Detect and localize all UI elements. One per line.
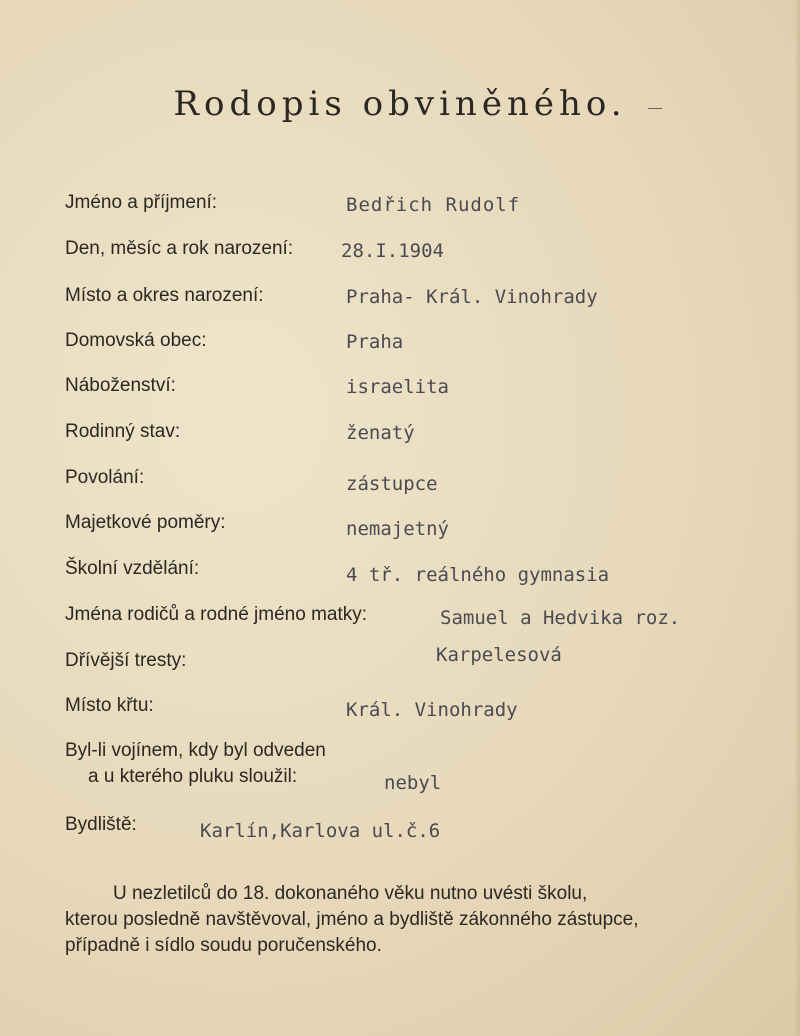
value-residence: Karlín,Karlova ul.č.6 xyxy=(200,820,441,842)
title-dash-mark xyxy=(648,108,662,109)
label-occupation: Povolání: xyxy=(65,467,145,488)
value-property: nemajetný xyxy=(346,518,449,540)
label-marital-status: Rodinný stav: xyxy=(65,421,181,442)
note-line-3: případně i sídlo soudu poručenského. xyxy=(65,935,382,956)
note-line-1: U nezletilců do 18. dokonaného věku nutno uvésti školu, xyxy=(113,883,588,904)
minors-note xyxy=(65,881,725,959)
value-military: nebyl xyxy=(384,772,442,794)
value-birth-date: 28.I.1904 xyxy=(341,240,444,262)
label-military-1: Byl-li vojínem, kdy byl odveden xyxy=(65,740,326,761)
label-property: Majetkové poměry: xyxy=(65,512,226,533)
label-birth-date: Den, měsíc a rok narození: xyxy=(65,238,294,259)
label-prior-convictions: Dřívější tresty: xyxy=(65,650,187,671)
label-religion: Náboženství: xyxy=(65,375,176,396)
label-home-municipality: Domovská obec: xyxy=(65,330,207,351)
label-parents: Jména rodičů a rodné jméno matky: xyxy=(65,604,368,625)
value-mother-maiden-name: Karpelesová xyxy=(436,644,562,666)
label-residence: Bydliště: xyxy=(65,814,137,835)
value-occupation: zástupce xyxy=(346,473,438,495)
value-name: Bedřich Rudolf xyxy=(346,194,521,216)
label-military-2: a u kterého pluku sloužil: xyxy=(88,766,298,787)
label-education: Školní vzdělání: xyxy=(65,558,200,579)
label-baptism-place: Místo křtu: xyxy=(65,695,154,716)
note-line-2: kterou posledně navštěvoval, jméno a bydliště zákonného zástupce, xyxy=(65,909,639,930)
value-marital-status: ženatý xyxy=(346,422,415,444)
value-baptism-place: Král. Vinohrady xyxy=(346,699,518,721)
value-birth-place: Praha- Král. Vinohrady xyxy=(346,286,598,308)
value-education: 4 tř. reálného gymnasia xyxy=(346,564,610,586)
value-religion: israelita xyxy=(346,376,449,398)
label-name: Jméno a příjmení: xyxy=(65,192,218,213)
label-birth-place: Místo a okres narození: xyxy=(65,285,264,306)
paper-edge-shadow xyxy=(794,0,800,1036)
value-parents: Samuel a Hedvika roz. xyxy=(440,607,681,629)
document-title: Rodopis obviněného. xyxy=(173,84,627,124)
value-home-municipality: Praha xyxy=(346,331,404,353)
